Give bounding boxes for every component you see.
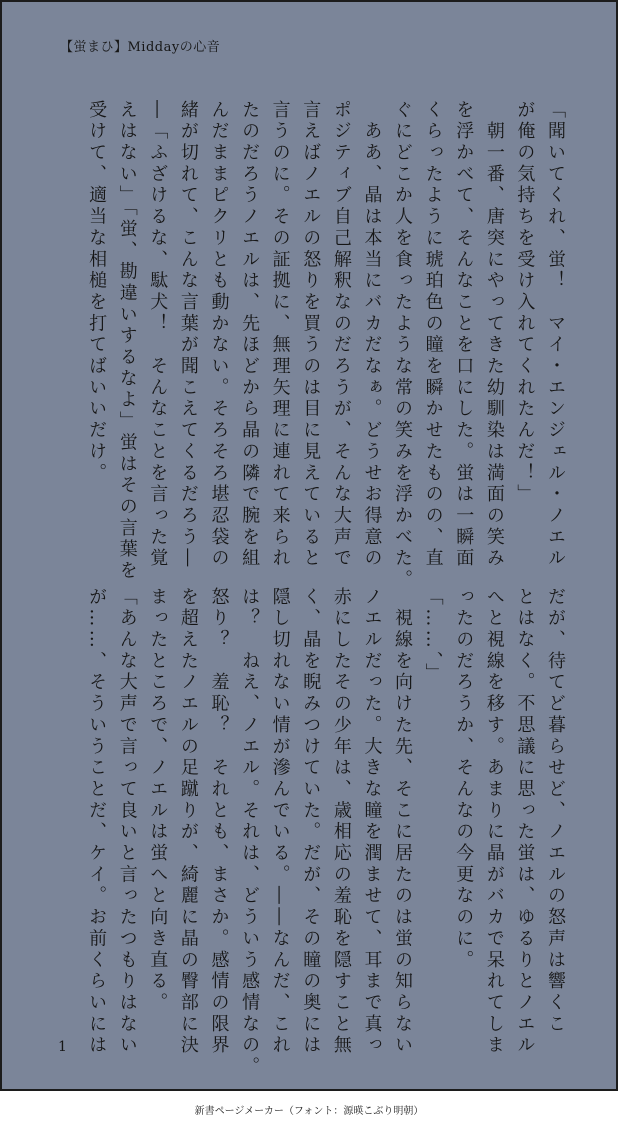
lower-text-block xyxy=(81,587,571,1079)
text-line: ったのだろうか、そんなの今更なのに。 xyxy=(453,587,475,972)
text-line: へと視線を移す。あまりに晶がバカで呆れてしま xyxy=(483,587,505,1057)
text-line: ノエルだった。大きな瞳を潤ませて、耳まで真っ xyxy=(361,587,383,1057)
text-line: えはない」「蛍、勘違いするなよ」蛍はその言葉を xyxy=(116,100,138,583)
text-line: 怒り？ 羞恥？ それとも、まさか。感情の限界 xyxy=(208,587,230,1057)
text-line: が……、そういうことだ、ケイ。お前くらいには xyxy=(86,587,108,1057)
text-line: だが、待てど暮らせど、ノエルの怒声は響くこ xyxy=(545,587,566,1036)
text-line: 隠し切れない情が滲んでいる。――なんだ、これ xyxy=(269,587,291,1057)
text-line: 受けて、適当な相槌を打てばいいだけ。 xyxy=(86,100,108,485)
upper-text-block xyxy=(81,100,571,592)
text-line: ぐにどこか人を食ったような常の笑みを浮かべた。 xyxy=(392,100,414,592)
text-line: 朝一番、唐突にやってきた幼馴染は満面の笑み xyxy=(483,100,505,570)
text-line: とはなく。不思議に思った蛍は、ゆるりとノエル xyxy=(514,587,536,1057)
generator-credit: 新書ページメーカー（フォント：源暎こぶり明朝） xyxy=(194,1106,424,1117)
text-line: を超えたノエルの足蹴りが、綺麗に晶の臀部に決 xyxy=(177,587,199,1057)
text-line: 言うのに。その証拠に、無理矢理に連れて来られ xyxy=(269,100,291,570)
text-line: くらったように琥珀色の瞳を瞬かせたものの、直 xyxy=(422,100,444,570)
text-line: が俺の気持ちを受け入れてくれたんだ！」 xyxy=(514,100,536,506)
text-line: く、晶を睨みつけていた。だが、その瞳の奥には xyxy=(300,587,322,1057)
text-line: 言えばノエルの怒りを買うのは目に見えていると xyxy=(300,100,322,570)
text-line: 「あんな大声で言って良いと言ったつもりはない xyxy=(116,587,138,1057)
text-line: まったところで、ノエルは蛍へと向き直る。 xyxy=(147,587,169,1014)
text-line: を浮かべて、そんなことを口にした。蛍は一瞬面 xyxy=(453,100,475,570)
text-line: 赤にしたその少年は、歳相応の羞恥を隠すこと無 xyxy=(330,587,352,1057)
text-line: 緒が切れて、こんな言葉が聞こえてくるだろう― xyxy=(177,100,199,570)
text-line: 視線を向けた先、そこに居たのは蛍の知らない xyxy=(392,587,414,1057)
page-number: 1 xyxy=(58,1039,67,1055)
page-header-title: 【蛍まひ】Middayの心音 xyxy=(60,40,221,55)
text-line: ポジティブ自己解釈なのだろうが、そんな大声で xyxy=(330,100,352,570)
text-line: は？ ねえ、ノエル。それは、どういう感情なの。 xyxy=(239,587,261,1079)
text-line: たのだろうノエルは、先ほどから晶の隣で腕を組 xyxy=(239,100,261,570)
text-line: 「聞いてくれ、蛍！ マイ・エンジェル・ノエル xyxy=(545,100,566,570)
text-line: ああ、晶は本当にバカだなぁ。どうせお得意の xyxy=(361,100,383,570)
text-line: 「……、」 xyxy=(422,587,444,685)
text-line: んだままピクリとも動かない。そろそろ堪忍袋の xyxy=(208,100,230,570)
text-line: ―「ふざけるな、駄犬！ そんなことを言った覚 xyxy=(147,100,169,570)
